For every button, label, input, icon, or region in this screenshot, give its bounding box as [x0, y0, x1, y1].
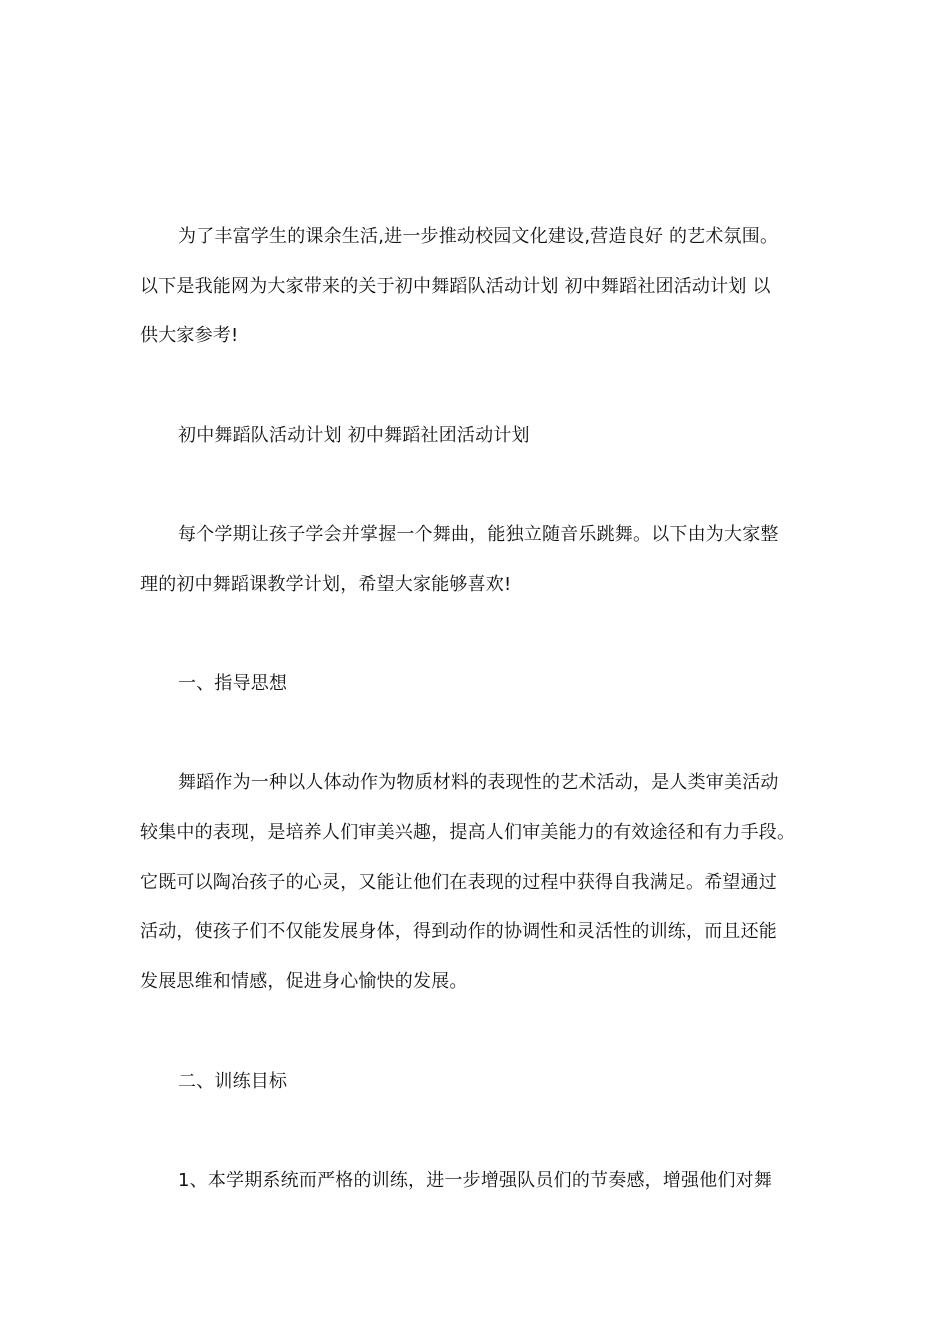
- intro-line-1: 为了丰富学生的课余生活,进一步推动校园文化建设,营造良好 的艺术氛围。: [178, 226, 779, 247]
- para2-line-5: 发展思维和情感，促进身心愉快的发展。: [140, 971, 468, 992]
- section-heading-2: 二、训练目标: [178, 1071, 288, 1092]
- para2-line-1: 舞蹈作为一种以人体动作为物质材料的表现性的艺术活动，是人类审美活动: [178, 772, 779, 793]
- section-heading-1: 一、指导思想: [178, 673, 288, 694]
- para2-line-3: 它既可以陶冶孩子的心灵，又能让他们在表现的过程中获得自我满足。希望通过: [140, 872, 777, 893]
- intro-line-3: 供大家参考!: [140, 325, 239, 346]
- para3-line-1: 1、本学期系统而严格的训练，进一步增强队员们的节奏感，增强他们对舞: [178, 1170, 773, 1191]
- para2-line-2: 较集中的表现，是培养人们审美兴趣，提高人们审美能力的有效途径和有力手段。: [140, 822, 796, 843]
- intro-line-2: 以下是我能网为大家带来的关于初中舞蹈队活动计划 初中舞蹈社团活动计划 以: [140, 276, 771, 297]
- para1-line-1: 每个学期让孩子学会并掌握一个舞曲，能独立随音乐跳舞。以下由为大家整: [178, 524, 779, 545]
- para1-line-2: 理的初中舞蹈课教学计划，希望大家能够喜欢!: [140, 574, 512, 595]
- document-title: 初中舞蹈队活动计划 初中舞蹈社团活动计划: [178, 425, 530, 446]
- para2-line-4: 活动，使孩子们不仅能发展身体，得到动作的协调性和灵活性的训练，而且还能: [140, 921, 777, 942]
